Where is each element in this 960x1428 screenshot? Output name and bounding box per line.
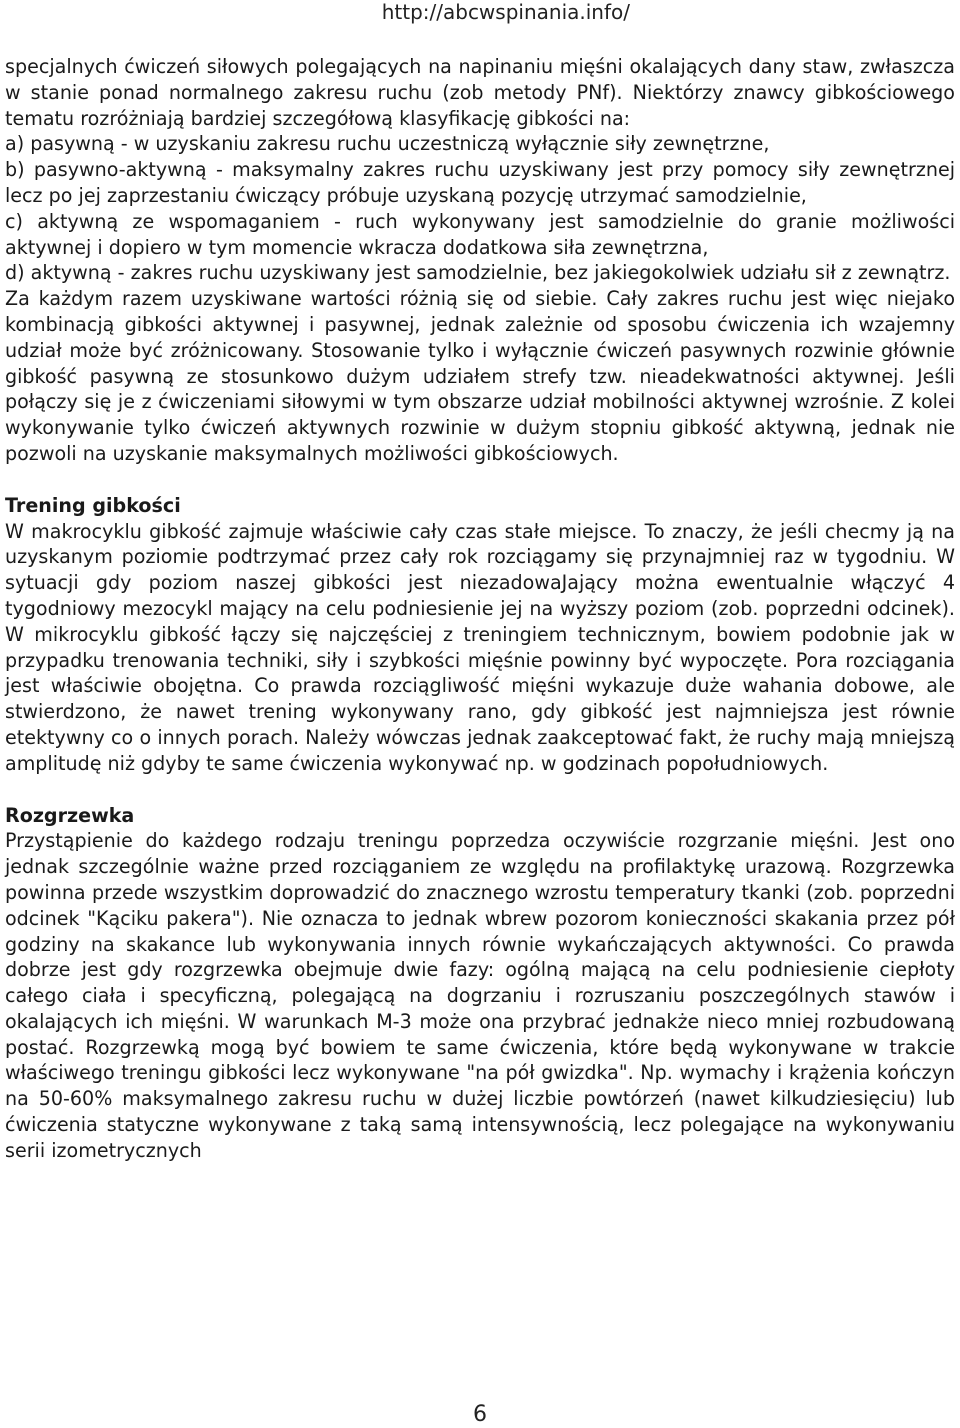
section-spacer: [5, 777, 955, 803]
list-item-b: b) pasywno-aktywną - maksymalny zakres ruchu uzyskiwany jest przy pomocy siły zewnętrznej lecz po jej zaprzestaniu ćwiczący próbuje uzyskaną pozycję utrzymać samodzielnie,: [5, 158, 955, 207]
page-header-url: http://abcwspinania.info/: [381, 0, 630, 24]
warmup-paragraph: Przystąpienie do każdego rodzaju treningu poprzedza oczywiście rozgrzanie mięśni. Jest ono jednak szczególnie ważne przed rozciąganiem ze względu na profilaktykę urazową. Rozgrzewka powinna przede wszystkim doprowadzić do znacznego wzrostu temperatury tkanki (zob. poprzedni odcinek "Kąciku pakera"). Nie oznacza to jednak wbrew pozorom konieczności skakania przez pół godziny na skakance lub wykonywania innych równie wykańczających aktywności. Co prawda dobrze jest gdy rozgrzewka obejmuje dwie fazy: ogólną mającą na celu podniesienie ciepłoty całego ciała i specyficzną, polegającą na dogrzaniu i rozruszaniu poszczególnych stawów i okalających ich mięśni. W warunkach M-3 może ona przybrać jednakże nieco mniej rozbudowaną postać. Rozgrzewką mogą być bowiem te same ćwiczenia, które będą wykonywane w trakcie właściwego treningu gibkości lecz wykonywane "na pół gwizdka". Np. wymachy i krążenia kończyn na 50-60% maksymalnego zakresu ruchu w dużej liczbie powtórzeń (nawet kilkudziesięciu) lub ćwiczenia statyczne wykonywane z taką samą intensywnością, lecz polegające na wykonywaniu serii izometrycznych: [5, 829, 955, 1162]
training-paragraph: W makrocyklu gibkość zajmuje właściwie cały czas stałe miejsce. To znaczy, że jeśli checmy ją na uzyskanym poziomie podtrzymać przez cały rok rozciągamy się przynajmniej raz w tygodniu. W sytuacji gdy poziom naszej gibkości jest niezadowaJający można ewentualnie włączyć 4 tygodniowy mezocykl mający na celu podniesienie jej na wyższy poziom (zob. poprzedni odcinek). W mikrocyklu gibkość łączy się najczęściej z treningiem technicznym, bowiem podobnie jak w przypadku trenowania techniki, siły i szybkości mięśnie powinny być wypoczęte. Pora rozciągania jest właściwie obojętna. Co prawda rozciągliwość mięśni wykazuje duże wahania dobowe, ale stwierdzono, że nawet trening wykonywany rano, gdy gibkość jest najmniejsza jest równie etektywny co o innych porach. Należy wówczas jednak zaakceptować fakt, że ruchy mają mniejszą amplitudę niż gdyby te same ćwiczenia wykonywać np. w godzinach popołudniowych.: [5, 519, 955, 775]
intro-paragraph: specjalnych ćwiczeń siłowych polegających na napinaniu mięśni okalających dany staw, zwłaszcza w stanie ponad normalnego zakresu ruchu (zob metody PNf). Niektórzy znawcy gibkościowego tematu rozróżniają bardziej szczegółową klasyfikację gibkości na:: [5, 55, 955, 130]
section-heading-warmup: Rozgrzewka: [5, 803, 135, 827]
list-item-d: d) aktywną - zakres ruchu uzyskiwany jest samodzielnie, bez jakiegokolwiek udziału sił z zewnątrz.: [5, 261, 951, 285]
section-heading-training: Trening gibkości: [5, 493, 181, 517]
summary-paragraph: Za każdym razem uzyskiwane wartości różnią się od siebie. Cały zakres ruchu jest więc niejako kombinacją gibkości aktywnej i pasywnej, jednak zależnie od sposobu ćwiczenia ich wzajemny udział może być zróżnicowany. Stosowanie tylko i wyłącznie ćwiczeń pasywnych rozwinie głównie gibkość pasywną ze stosunkowo dużym udziałem strefy tzw. nieadekwatności aktywnej. Jeśli połączy się je z ćwiczeniami siłowymi w tym obszarze udział mobilności aktywnej wzrośnie. Z kolei wykonywanie tylko ćwiczeń aktywnych rozwinie w dużym stopniu gibkość aktywną, jednak nie pozwoli na uzyskanie maksymalnych możliwości gibkościowych.: [5, 287, 955, 465]
list-item-a: a) pasywną - w uzyskaniu zakresu ruchu uczestniczą wyłącznie siły zewnętrzne,: [5, 132, 770, 156]
section-spacer: [5, 467, 955, 493]
page-number: 6: [473, 1402, 487, 1427]
list-item-c: c) aktywną ze wspomaganiem - ruch wykonywany jest samodzielnie do granie możliwości aktywnej i dopiero w tym momencie wkracza dodatkowa siła zewnętrzna,: [5, 209, 955, 259]
document-body: [5, 54, 955, 1164]
